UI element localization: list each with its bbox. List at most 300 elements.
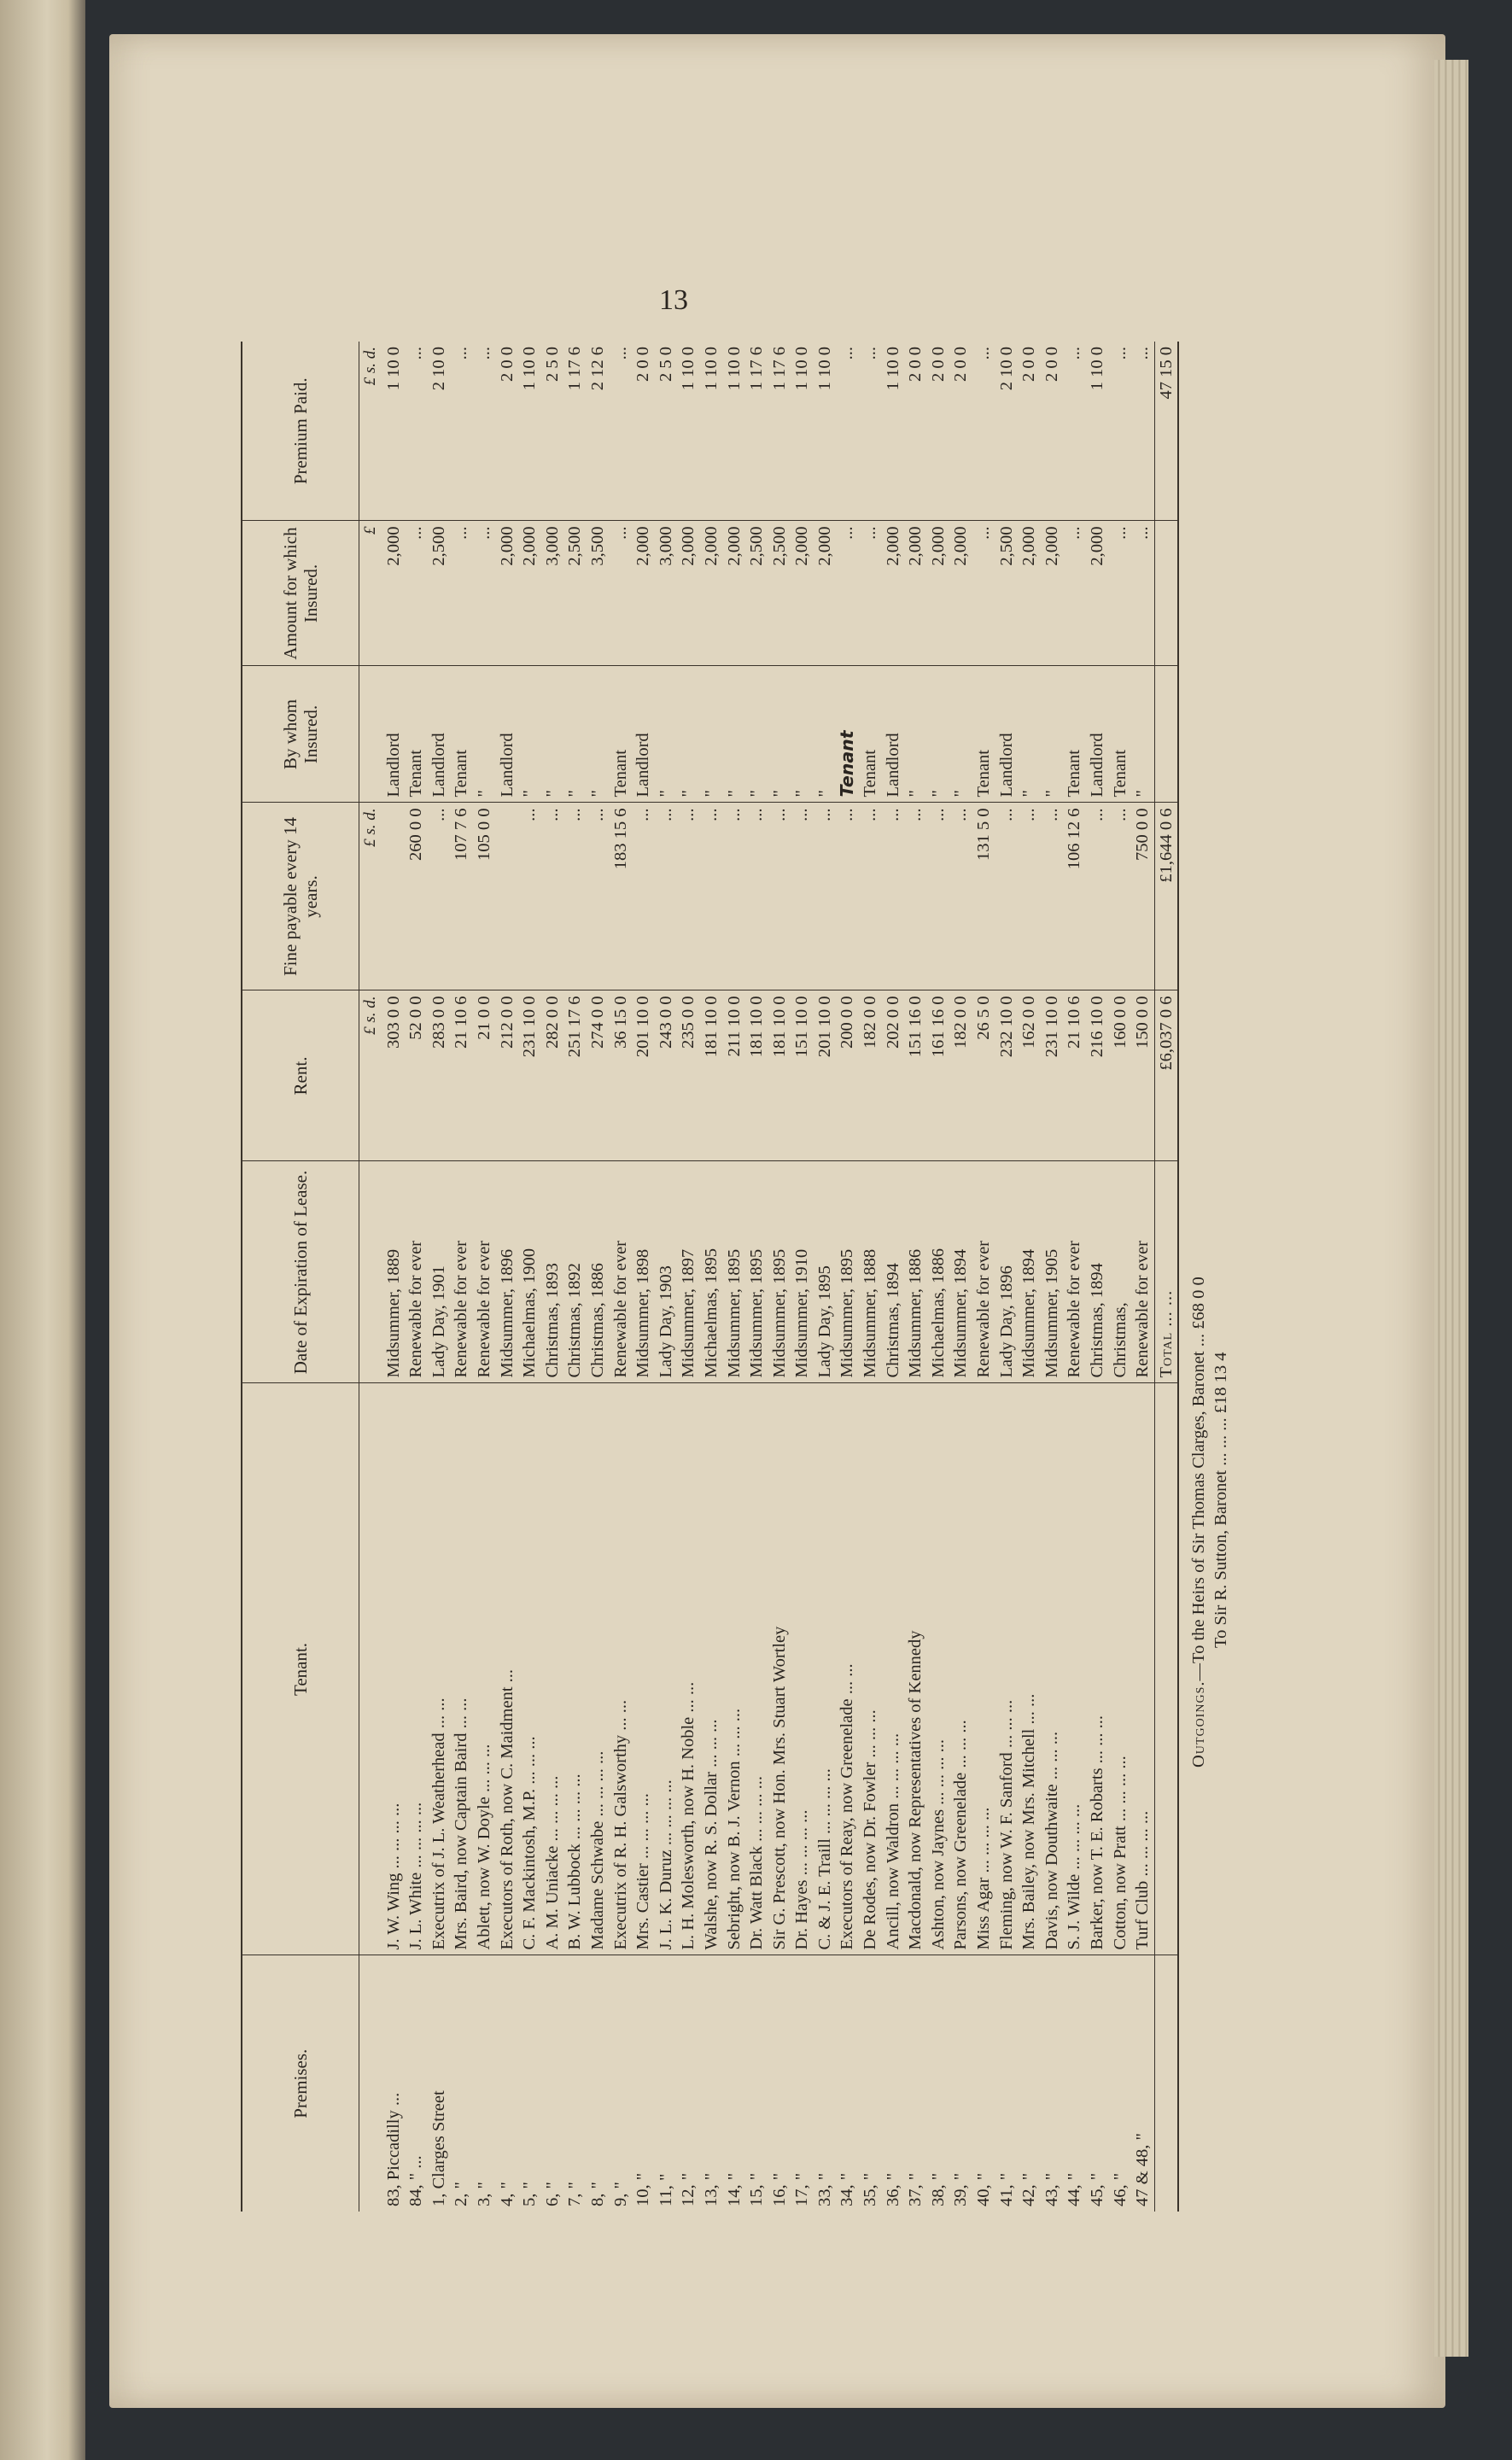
cell-fine: ...: [677, 803, 700, 990]
table-row: [972, 342, 995, 2212]
header-row: [242, 342, 359, 2212]
cell-date: Renewable for ever: [610, 1161, 633, 1383]
cell-premises: 17, ": [792, 2172, 812, 2206]
cell-by-whom: Landlord: [428, 666, 451, 803]
cell-amount: 2,500: [745, 521, 768, 666]
cell-premises: 9, ": [610, 2182, 630, 2206]
cell-by-whom: Tenant: [859, 666, 882, 803]
cell-tenant: C. F. Mackintosh, M.P. ... ... ...: [518, 1383, 541, 1955]
cell-tenant: S. J. Wilde ... ... ... ...: [1063, 1383, 1086, 1955]
table-row: [1063, 342, 1086, 2212]
cell-date: Christmas, 1886: [587, 1161, 610, 1383]
cell-tenant: Sebright, now B. J. Vernon ... ... ...: [723, 1383, 746, 1955]
cell-rent: 232 10 0: [995, 990, 1019, 1161]
total-blank-4: [1154, 521, 1178, 666]
cell-date: Lady Day, 1901: [428, 1161, 451, 1383]
cell-rent: 235 0 0: [677, 990, 700, 1161]
table-row: [700, 342, 723, 2212]
cell-date: Christmas, 1894: [1086, 1161, 1109, 1383]
cell-date: Renewable for ever: [405, 1161, 428, 1383]
cell-tenant: L. H. Molesworth, now H. Noble ... ...: [677, 1383, 700, 1955]
cell-amount: 2,000: [1086, 521, 1109, 666]
cell-date: Renewable for ever: [473, 1161, 496, 1383]
cell-rent: 21 0 0: [473, 990, 496, 1161]
cell-tenant: Dr. Watt Black ... ... ... ...: [745, 1383, 768, 1955]
cell-tenant: A. M. Uniacke ... ... ... ...: [541, 1383, 564, 1955]
cell-tenant: Cotton, now Pratt ... ... ... ...: [1109, 1383, 1132, 1955]
cell-date: Christmas, 1893: [541, 1161, 564, 1383]
cell-amount: 2,000: [814, 521, 837, 666]
table-row: [677, 342, 700, 2212]
cell-amount: ...: [972, 521, 995, 666]
cell-rent: 251 17 6: [563, 990, 587, 1161]
cell-premises: 47 & 48, ": [1133, 2133, 1153, 2206]
cell-rent: 201 10 0: [632, 990, 655, 1161]
cell-tenant: Mrs. Castier ... ... ... ...: [632, 1383, 655, 1955]
table-row: [745, 342, 768, 2212]
cell-fine: ...: [655, 803, 678, 990]
cell-rent: 160 0 0: [1109, 990, 1132, 1161]
cell-fine: ...: [1086, 803, 1109, 990]
cell-rent: 181 10 0: [700, 990, 723, 1161]
cell-by-whom: Tenant: [1109, 666, 1132, 803]
cell-premises: 44, ": [1065, 2172, 1084, 2206]
cell-rent: 162 0 0: [1018, 990, 1041, 1161]
cell-premium: 2 5 0: [541, 342, 564, 521]
cell-premium: 2 0 0: [496, 342, 519, 521]
cell-by-whom: Landlord: [995, 666, 1019, 803]
cell-premium: 1 17 6: [563, 342, 587, 521]
units-fine: £ s. d.: [359, 803, 382, 990]
table-row: [768, 342, 791, 2212]
cell-rent: 231 10 0: [518, 990, 541, 1161]
cell-premium: 1 10 0: [791, 342, 814, 521]
cell-rent: 231 10 0: [1041, 990, 1064, 1161]
header-premium: Premium Paid.: [242, 342, 359, 521]
table-row: [882, 342, 905, 2212]
cell-fine: 105 0 0: [473, 803, 496, 990]
cell-premium: 2 0 0: [927, 342, 950, 521]
cell-fine: 106 12 6: [1063, 803, 1086, 990]
table-row: [1109, 342, 1132, 2212]
cell-premises: 6, ": [542, 2182, 562, 2206]
page-edges: [1434, 60, 1468, 2357]
table-row: [473, 342, 496, 2212]
cell-rent: 282 0 0: [541, 990, 564, 1161]
cell-fine: 260 0 0: [405, 803, 428, 990]
cell-by-whom: Tenant: [450, 666, 473, 803]
cell-by-whom: ": [473, 666, 496, 803]
cell-by-whom: ": [677, 666, 700, 803]
cell-tenant: Turf Club ... ... ... ...: [1131, 1383, 1154, 1955]
cell-amount: 2,000: [723, 521, 746, 666]
total-premium: 47 15 0: [1154, 342, 1178, 521]
cell-fine: ...: [587, 803, 610, 990]
total-rent: £6,037 0 6: [1154, 990, 1178, 1161]
cell-premises: 5, ": [520, 2182, 540, 2206]
units-tenant: [359, 1383, 382, 1955]
cell-date: Midsummer, 1897: [677, 1161, 700, 1383]
cell-tenant: B. W. Lubbock ... ... ... ...: [563, 1383, 587, 1955]
cell-fine: ...: [1109, 803, 1132, 990]
cell-amount: ...: [405, 521, 428, 666]
cell-fine: ...: [1018, 803, 1041, 990]
total-blank-3: [1154, 666, 1178, 803]
cell-premises: 37, ": [906, 2172, 925, 2206]
cell-amount: 2,500: [563, 521, 587, 666]
cell-premium: 2 12 6: [587, 342, 610, 521]
cell-tenant: Davis, now Douthwaite ... ... ...: [1041, 1383, 1064, 1955]
cell-amount: ...: [1131, 521, 1154, 666]
table-row: [723, 342, 746, 2212]
cell-tenant: C. & J. E. Traill ... ... ... ...: [814, 1383, 837, 1955]
cell-premises: 15, ": [747, 2172, 767, 2206]
cell-date: Christmas, 1894: [882, 1161, 905, 1383]
cell-premium: 1 10 0: [882, 342, 905, 521]
outgoings-line-2: [1210, 342, 1232, 2212]
cell-premium: 2 0 0: [1018, 342, 1041, 521]
cell-amount: ...: [450, 521, 473, 666]
cell-amount: 2,000: [382, 521, 406, 666]
cell-premises: 41, ": [996, 2172, 1016, 2206]
cell-premises: 42, ": [1019, 2172, 1039, 2206]
cell-tenant: Sir G. Prescott, now Hon. Mrs. Stuart Wortley: [768, 1383, 791, 1955]
cell-by-whom: Tenant: [405, 666, 428, 803]
table-row: [518, 342, 541, 2212]
cell-rent: 151 16 0: [904, 990, 927, 1161]
cell-rent: 21 10 6: [450, 990, 473, 1161]
cell-premium: 1 17 6: [745, 342, 768, 521]
cell-rent: 211 10 0: [723, 990, 746, 1161]
cell-fine: ...: [518, 803, 541, 990]
cell-premises: 10, ": [633, 2172, 653, 2206]
cell-date: Lady Day, 1896: [995, 1161, 1019, 1383]
cell-tenant: J. W. Wing ... ... ... ...: [382, 1383, 406, 1955]
cell-fine: ...: [904, 803, 927, 990]
cell-fine: ...: [541, 803, 564, 990]
header-date: Date of Expiration of Lease.: [242, 1161, 359, 1383]
cell-premises: 43, ": [1042, 2172, 1061, 2206]
cell-by-whom: ": [927, 666, 950, 803]
cell-fine: ...: [632, 803, 655, 990]
table-row: [1086, 342, 1109, 2212]
cell-by-whom: Tenant: [610, 666, 633, 803]
table-row: [995, 342, 1019, 2212]
cell-premium: 2 0 0: [949, 342, 972, 521]
cell-by-whom: ": [814, 666, 837, 803]
cell-fine: ...: [723, 803, 746, 990]
cell-premises: 14, ": [724, 2172, 744, 2206]
cell-premises: 8, ": [587, 2182, 607, 2206]
cell-date: Renewable for ever: [450, 1161, 473, 1383]
total-fine: £1,644 0 6: [1154, 803, 1178, 990]
cell-amount: 2,000: [1018, 521, 1041, 666]
cell-tenant: Executors of Roth, now C. Maidment ...: [496, 1383, 519, 1955]
outgoings-text-2: To Sir R. Sutton, Baronet ... ... ... £18 13 4: [1211, 1352, 1231, 1648]
cell-premium: 1 10 0: [1086, 342, 1109, 521]
cell-fine: ...: [927, 803, 950, 990]
units-rent: £ s. d.: [359, 990, 382, 1161]
cell-premium: 1 10 0: [700, 342, 723, 521]
cell-tenant: De Rodes, now Dr. Fowler ... ... ...: [859, 1383, 882, 1955]
cell-premium: 1 10 0: [677, 342, 700, 521]
cell-fine: [496, 803, 519, 990]
table-row: [587, 342, 610, 2212]
cell-date: Michaelmas, 1886: [927, 1161, 950, 1383]
cell-premises: 3, ": [474, 2182, 493, 2206]
units-row: [359, 342, 382, 2212]
cell-fine: ...: [768, 803, 791, 990]
lease-table: [241, 342, 1179, 2212]
table-row: [791, 342, 814, 2212]
cell-amount: 2,000: [518, 521, 541, 666]
header-tenant: Tenant.: [242, 1383, 359, 1955]
cell-by-whom: Landlord: [882, 666, 905, 803]
cell-amount: 3,500: [587, 521, 610, 666]
cell-tenant: Mrs. Bailey, now Mrs. Mitchell ... ...: [1018, 1383, 1041, 1955]
cell-fine: 107 7 6: [450, 803, 473, 990]
cell-rent: 182 0 0: [859, 990, 882, 1161]
cell-premium: ...: [836, 342, 859, 521]
cell-date: Midsummer, 1910: [791, 1161, 814, 1383]
cell-fine: ...: [745, 803, 768, 990]
cell-date: Renewable for ever: [972, 1161, 995, 1383]
cell-tenant: Fleming, now W. F. Sanford ... ... ...: [995, 1383, 1019, 1955]
cell-amount: 2,000: [496, 521, 519, 666]
cell-tenant: Mrs. Baird, now Captain Baird ... ...: [450, 1383, 473, 1955]
cell-by-whom: ": [700, 666, 723, 803]
cell-rent: 181 10 0: [745, 990, 768, 1161]
cell-premium: ...: [1131, 342, 1154, 521]
cell-date: Midsummer, 1905: [1041, 1161, 1064, 1383]
table-row: [428, 342, 451, 2212]
cell-premium: 1 10 0: [518, 342, 541, 521]
cell-premises: 1, Clarges Street: [429, 2090, 448, 2206]
cell-tenant: Executrix of J. L. Weatherhead ... ...: [428, 1383, 451, 1955]
cell-amount: ...: [1109, 521, 1132, 666]
table-body: [359, 342, 1155, 2212]
cell-fine: ...: [700, 803, 723, 990]
table-row: [904, 342, 927, 2212]
cell-premises: 12, ": [679, 2172, 698, 2206]
table-row: [814, 342, 837, 2212]
outgoings-line-1: [1188, 342, 1210, 2212]
cell-fine: ...: [814, 803, 837, 990]
page-number: 13: [659, 284, 688, 316]
cell-premium: ...: [450, 342, 473, 521]
cell-tenant: Parsons, now Greenelade ... ... ...: [949, 1383, 972, 1955]
cell-date: Renewable for ever: [1063, 1161, 1086, 1383]
cell-date: Michaelmas, 1900: [518, 1161, 541, 1383]
cell-amount: 2,500: [995, 521, 1019, 666]
units-by: [359, 666, 382, 803]
cell-premium: 1 10 0: [814, 342, 837, 521]
cell-rent: 161 16 0: [927, 990, 950, 1161]
cell-tenant: Executrix of R. H. Galsworthy ... ...: [610, 1383, 633, 1955]
cell-rent: 212 0 0: [496, 990, 519, 1161]
cell-rent: 274 0 0: [587, 990, 610, 1161]
cell-premises: 35, ": [861, 2172, 880, 2206]
cell-fine: ...: [563, 803, 587, 990]
header-rent: Rent.: [242, 990, 359, 1161]
cell-tenant: Miss Agar ... ... ... ...: [972, 1383, 995, 1955]
table-row: [1131, 342, 1154, 2212]
cell-premium: 2 10 0: [995, 342, 1019, 521]
cell-date: Midsummer, 1898: [632, 1161, 655, 1383]
table-row: [836, 342, 859, 2212]
header-by-whom: By whom Insured.: [242, 666, 359, 803]
cell-tenant: Ashton, now Jaynes ... ... ... ...: [927, 1383, 950, 1955]
cell-premises: 2, ": [452, 2182, 471, 2206]
cell-date: Midsummer, 1895: [768, 1161, 791, 1383]
rotated-content: [241, 342, 1231, 2212]
table-row: [610, 342, 633, 2212]
cell-by-whom: ": [518, 666, 541, 803]
table-row: [496, 342, 519, 2212]
cell-fine: ...: [859, 803, 882, 990]
cell-premium: 2 5 0: [655, 342, 678, 521]
cell-date: Midsummer, 1886: [904, 1161, 927, 1383]
total-blank-2: [1154, 1383, 1178, 1955]
cell-premium: ...: [859, 342, 882, 521]
total-blank-1: [1154, 1955, 1178, 2212]
cell-tenant: J. L. K. Duruz ... ... ... ...: [655, 1383, 678, 1955]
cell-by-whom: Tenant: [1063, 666, 1086, 803]
cell-premium: ...: [610, 342, 633, 521]
cell-date: Midsummer, 1895: [836, 1161, 859, 1383]
cell-rent: 182 0 0: [949, 990, 972, 1161]
outgoings-label: Outgoings.: [1189, 1680, 1209, 1768]
cell-date: Midsummer, 1888: [859, 1161, 882, 1383]
cell-tenant: Barker, now T. E. Robarts ... ... ...: [1086, 1383, 1109, 1955]
cell-rent: 181 10 0: [768, 990, 791, 1161]
cell-premises: 39, ": [951, 2172, 971, 2206]
cell-premium: ...: [473, 342, 496, 521]
cell-tenant: Dr. Hayes ... ... ... ...: [791, 1383, 814, 1955]
cell-premium: 2 0 0: [904, 342, 927, 521]
cell-date: Christmas, 1892: [563, 1161, 587, 1383]
table-row: [541, 342, 564, 2212]
cell-premises: 34, ": [838, 2172, 857, 2206]
cell-amount: 3,000: [655, 521, 678, 666]
cell-rent: 202 0 0: [882, 990, 905, 1161]
table-row: [450, 342, 473, 2212]
table-row: [632, 342, 655, 2212]
cell-amount: 2,000: [927, 521, 950, 666]
cell-date: Midsummer, 1894: [949, 1161, 972, 1383]
cell-premises: 33, ": [814, 2172, 834, 2206]
cell-date: Midsummer, 1894: [1018, 1161, 1041, 1383]
cell-date: Midsummer, 1895: [723, 1161, 746, 1383]
cell-by-whom: Landlord: [1086, 666, 1109, 803]
cell-fine: ...: [882, 803, 905, 990]
cell-fine: 750 0 0: [1131, 803, 1154, 990]
cell-rent: 283 0 0: [428, 990, 451, 1161]
cell-date: Lady Day, 1895: [814, 1161, 837, 1383]
cell-fine: ...: [791, 803, 814, 990]
cell-by-whom: ": [768, 666, 791, 803]
cell-fine: ...: [836, 803, 859, 990]
cell-premises: 40, ": [974, 2172, 994, 2206]
cell-premium: 1 10 0: [723, 342, 746, 521]
cell-by-whom: ": [587, 666, 610, 803]
cell-date: Renewable for ever: [1131, 1161, 1154, 1383]
cell-premium: 1 17 6: [768, 342, 791, 521]
cell-by-whom: ": [1018, 666, 1041, 803]
units-premium: £ s. d.: [359, 342, 382, 521]
cell-fine: ...: [1041, 803, 1064, 990]
cell-fine: ...: [995, 803, 1019, 990]
cell-premium: 2 0 0: [1041, 342, 1064, 521]
cell-tenant: Madame Schwabe ... ... ... ...: [587, 1383, 610, 1955]
cell-tenant: Ablett, now W. Doyle ... ... ...: [473, 1383, 496, 1955]
cell-tenant: Executors of Reay, now Greenelade ... ...: [836, 1383, 859, 1955]
cell-fine: 131 5 0: [972, 803, 995, 990]
cell-amount: 2,500: [428, 521, 451, 666]
cell-amount: 2,000: [904, 521, 927, 666]
cell-amount: 2,000: [882, 521, 905, 666]
table-row: [1041, 342, 1064, 2212]
cell-date: Midsummer, 1889: [382, 1161, 406, 1383]
cell-premises: 16, ": [769, 2172, 789, 2206]
cell-by-whom: ": [563, 666, 587, 803]
cell-by-whom: Tenant: [836, 666, 859, 803]
table-row: [382, 342, 406, 2212]
header-amount: Amount for which Insured.: [242, 521, 359, 666]
cell-by-whom: Landlord: [496, 666, 519, 803]
header-premises: Premises.: [242, 1955, 359, 2212]
total-label: Total ... ...: [1154, 1161, 1178, 1383]
cell-fine: [382, 803, 406, 990]
units-amount: £: [359, 521, 382, 666]
cell-by-whom: ": [655, 666, 678, 803]
cell-by-whom: ": [949, 666, 972, 803]
cell-rent: 21 10 6: [1063, 990, 1086, 1161]
cell-tenant: Ancill, now Waldron ... ... ... ...: [882, 1383, 905, 1955]
table-row: [655, 342, 678, 2212]
cell-amount: ...: [836, 521, 859, 666]
cell-rent: 200 0 0: [836, 990, 859, 1161]
cell-premium: ...: [972, 342, 995, 521]
left-facing-page: [0, 0, 85, 2460]
cell-by-whom: ": [745, 666, 768, 803]
cell-by-whom: ": [791, 666, 814, 803]
table-row: [949, 342, 972, 2212]
cell-rent: 201 10 0: [814, 990, 837, 1161]
cell-premises: 38, ": [928, 2172, 948, 2206]
cell-rent: 36 15 0: [610, 990, 633, 1161]
cell-amount: 2,000: [1041, 521, 1064, 666]
cell-date: Midsummer, 1895: [745, 1161, 768, 1383]
cell-fine: ...: [949, 803, 972, 990]
cell-amount: 2,000: [700, 521, 723, 666]
cell-by-whom: Landlord: [382, 666, 406, 803]
cell-by-whom: ": [723, 666, 746, 803]
cell-date: Midsummer, 1896: [496, 1161, 519, 1383]
cell-tenant: Walshe, now R. S. Dollar ... ... ...: [700, 1383, 723, 1955]
cell-premium: 2 0 0: [632, 342, 655, 521]
cell-amount: ...: [610, 521, 633, 666]
cell-rent: 150 0 0: [1131, 990, 1154, 1161]
cell-premises: 13, ": [701, 2172, 721, 2206]
cell-by-whom: ": [1041, 666, 1064, 803]
cell-premium: 1 10 0: [382, 342, 406, 521]
cell-premium: 2 10 0: [428, 342, 451, 521]
cell-amount: 3,000: [541, 521, 564, 666]
cell-date: Michaelmas, 1895: [700, 1161, 723, 1383]
cell-rent: 303 0 0: [382, 990, 406, 1161]
cell-by-whom: ": [904, 666, 927, 803]
